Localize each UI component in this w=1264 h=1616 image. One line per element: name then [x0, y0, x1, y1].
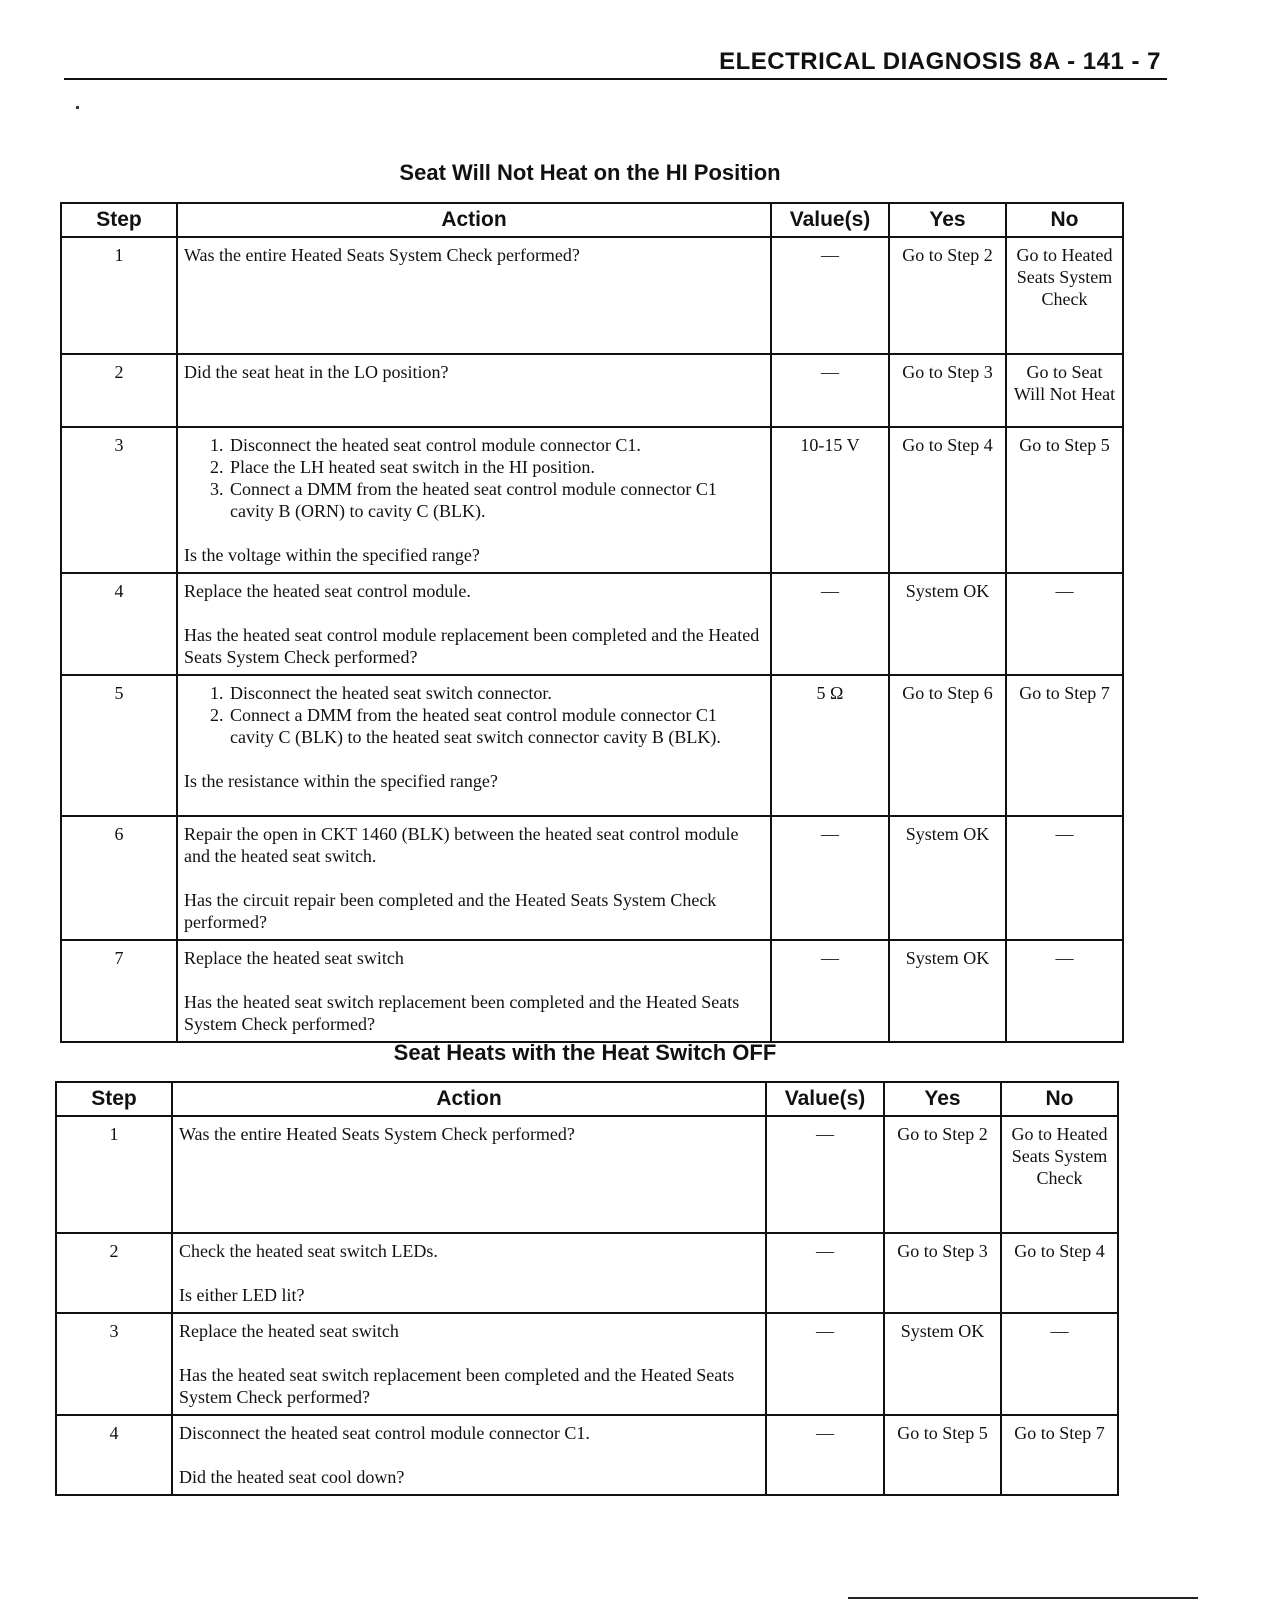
action-question: Did the heated seat cool down?: [179, 1467, 405, 1487]
action-question: Has the heated seat switch replacement been completed and the Heated Seats System Check performed?: [184, 992, 740, 1034]
no-cell: Go to Heated Seats System Check: [1006, 237, 1123, 354]
table-row: [61, 237, 1123, 354]
yes-cell: System OK: [889, 816, 1006, 940]
table1-title: Seat Will Not Heat on the HI Position: [399, 160, 781, 185]
step-cell: 1: [56, 1116, 172, 1233]
value-cell: —: [766, 1415, 884, 1495]
table-row: [61, 675, 1123, 816]
action-cell: [172, 1415, 766, 1495]
step-cell: 5: [61, 675, 177, 816]
table1-header-row: [61, 203, 1123, 237]
action-text: Replace the heated seat control module.: [184, 581, 471, 601]
values-column-header: Value(s): [766, 1082, 884, 1116]
table-row: [56, 1415, 1118, 1495]
step-cell: 7: [61, 940, 177, 1042]
action-column-header: Action: [172, 1082, 766, 1116]
action-cell: [177, 427, 771, 573]
action-text: Was the entire Heated Seats System Check performed?: [179, 1124, 575, 1144]
footer-rule: [848, 1597, 1198, 1599]
value-cell: —: [766, 1116, 884, 1233]
step-cell: 3: [56, 1313, 172, 1415]
action-text: Repair the open in CKT 1460 (BLK) between the heated seat control module and the heated seat switch.: [184, 824, 739, 866]
action-text: Was the entire Heated Seats System Check performed?: [184, 245, 580, 265]
value-cell: —: [766, 1313, 884, 1415]
procedure-step: 1. Disconnect the heated seat control module connector C1.: [228, 434, 764, 456]
table-row: [61, 427, 1123, 573]
yes-cell: Go to Step 4: [889, 427, 1006, 573]
step-column-header: Step: [56, 1082, 172, 1116]
action-cell: [172, 1116, 766, 1233]
yes-cell: Go to Step 6: [889, 675, 1006, 816]
step-cell: 1: [61, 237, 177, 354]
action-question: Has the heated seat control module replacement been completed and the Heated Seats System Check performed?: [184, 625, 760, 667]
action-cell: [177, 573, 771, 675]
value-cell: —: [771, 940, 889, 1042]
action-text: Replace the heated seat switch: [184, 948, 404, 968]
yes-cell: System OK: [889, 573, 1006, 675]
action-text: Disconnect the heated seat control module connector C1.: [179, 1423, 590, 1443]
value-cell: 5 Ω: [771, 675, 889, 816]
procedure-step: 2. Place the LH heated seat switch in the HI position.: [228, 456, 764, 478]
procedure-step: 1. Disconnect the heated seat switch connector.: [228, 682, 764, 704]
action-cell: [177, 237, 771, 354]
action-cell: [177, 675, 771, 816]
no-cell: Go to Heated Seats System Check: [1001, 1116, 1118, 1233]
action-cell: [177, 816, 771, 940]
procedure-step: 2. Connect a DMM from the heated seat control module connector C1 cavity C (BLK) to the heated seat switch connector cavity B (BLK).: [228, 704, 764, 748]
table-row: [61, 573, 1123, 675]
no-cell: —: [1001, 1313, 1118, 1415]
value-cell: —: [771, 573, 889, 675]
no-cell: Go to Step 7: [1006, 675, 1123, 816]
action-text: Replace the heated seat switch: [179, 1321, 399, 1341]
no-column-header: No: [1006, 203, 1123, 237]
step-cell: 6: [61, 816, 177, 940]
step-cell: 3: [61, 427, 177, 573]
header-text: ELECTRICAL DIAGNOSIS 8A - 141 - 7: [719, 48, 1161, 75]
action-question: Is the resistance within the specified range?: [184, 771, 498, 791]
no-cell: Go to Step 7: [1001, 1415, 1118, 1495]
value-cell: —: [771, 354, 889, 427]
yes-cell: Go to Step 3: [889, 354, 1006, 427]
step-column-header: Step: [61, 203, 177, 237]
value-cell: —: [771, 237, 889, 354]
procedure-list: [184, 434, 764, 522]
action-question: Has the circuit repair been completed and the Heated Seats System Check performed?: [184, 890, 717, 932]
action-question: Has the heated seat switch replacement been completed and the Heated Seats System Check performed?: [179, 1365, 735, 1407]
no-cell: —: [1006, 940, 1123, 1042]
action-cell: [177, 354, 771, 427]
no-cell: Go to Step 5: [1006, 427, 1123, 573]
table1: [60, 202, 1124, 1043]
value-cell: —: [771, 816, 889, 940]
step-cell: 2: [56, 1233, 172, 1313]
action-question: Is either LED lit?: [179, 1285, 305, 1305]
no-column-header: No: [1001, 1082, 1118, 1116]
page-header: [64, 48, 1167, 80]
yes-cell: Go to Step 5: [884, 1415, 1001, 1495]
table2-title: Seat Heats with the Heat Switch OFF: [393, 1040, 777, 1065]
value-cell: 10-15 V: [771, 427, 889, 573]
yes-cell: Go to Step 3: [884, 1233, 1001, 1313]
yes-cell: System OK: [889, 940, 1006, 1042]
action-question: Is the voltage within the specified range?: [184, 545, 480, 565]
table2: [55, 1081, 1119, 1496]
step-cell: 2: [61, 354, 177, 427]
table-row: [56, 1313, 1118, 1415]
table-row: [56, 1116, 1118, 1233]
yes-cell: Go to Step 2: [884, 1116, 1001, 1233]
table-row: [56, 1233, 1118, 1313]
procedure-list: [184, 682, 764, 748]
action-column-header: Action: [177, 203, 771, 237]
table-row: [61, 816, 1123, 940]
action-text: Check the heated seat switch LEDs.: [179, 1241, 438, 1261]
yes-column-header: Yes: [889, 203, 1006, 237]
no-cell: —: [1006, 573, 1123, 675]
step-cell: 4: [56, 1415, 172, 1495]
table2-header-row: [56, 1082, 1118, 1116]
action-text: Did the seat heat in the LO position?: [184, 362, 449, 382]
action-cell: [172, 1313, 766, 1415]
scan-speck: [76, 106, 79, 109]
action-cell: [177, 940, 771, 1042]
table-row: [61, 940, 1123, 1042]
action-cell: [172, 1233, 766, 1313]
no-cell: Go to Seat Will Not Heat: [1006, 354, 1123, 427]
yes-column-header: Yes: [884, 1082, 1001, 1116]
table-row: [61, 354, 1123, 427]
values-column-header: Value(s): [771, 203, 889, 237]
yes-cell: System OK: [884, 1313, 1001, 1415]
no-cell: Go to Step 4: [1001, 1233, 1118, 1313]
step-cell: 4: [61, 573, 177, 675]
no-cell: —: [1006, 816, 1123, 940]
procedure-step: 3. Connect a DMM from the heated seat control module connector C1 cavity B (ORN) to cavity C (BLK).: [228, 478, 764, 522]
value-cell: —: [766, 1233, 884, 1313]
yes-cell: Go to Step 2: [889, 237, 1006, 354]
